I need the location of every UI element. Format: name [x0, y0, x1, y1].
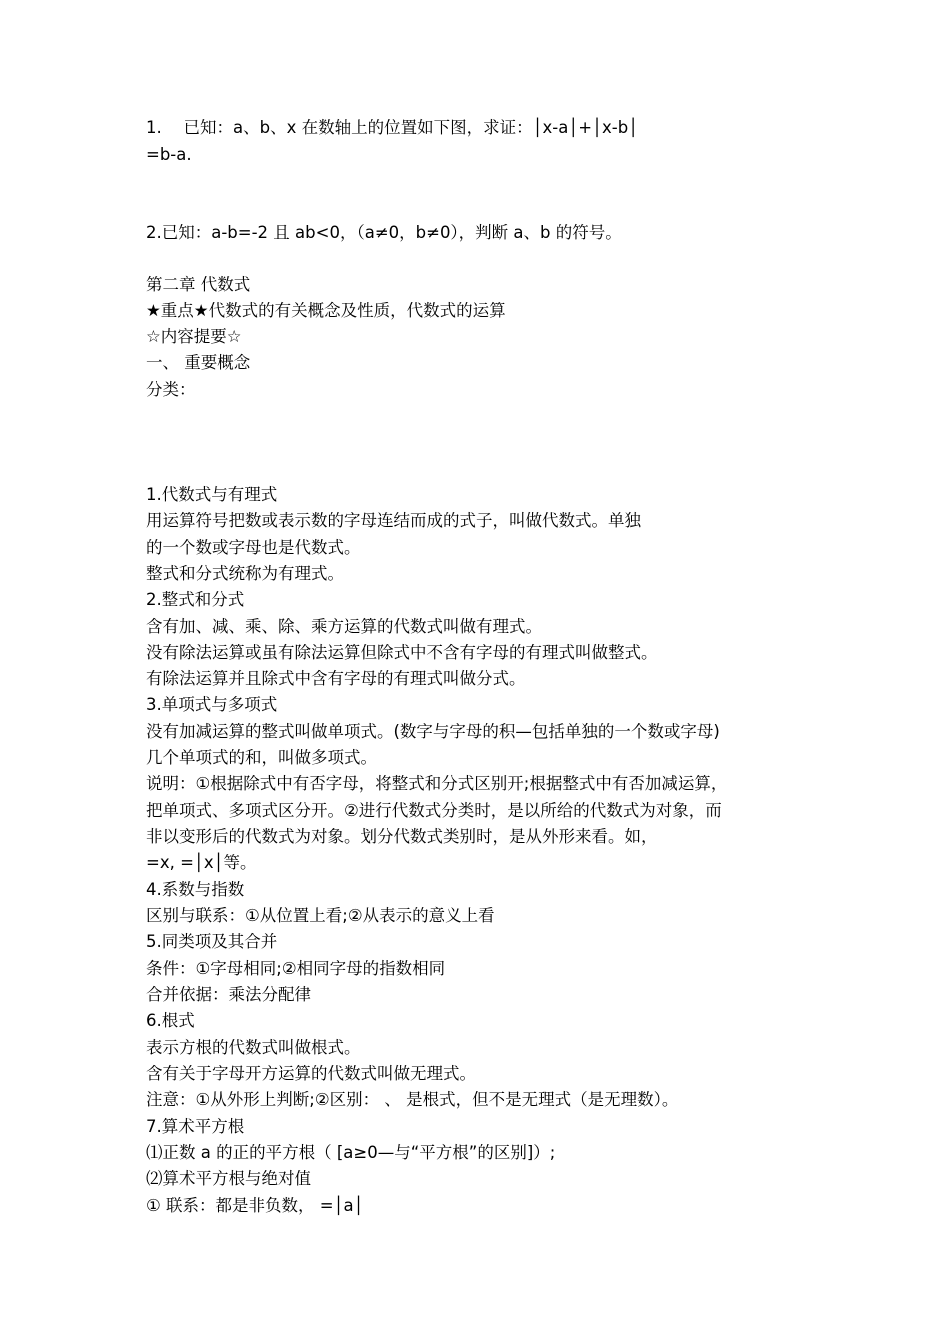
problem-1-line-2: =b-a. [146, 145, 192, 164]
content-summary-heading: ☆内容提要☆ [146, 327, 242, 346]
paragraph-line: 整式和分式统称为有理式。 [146, 564, 344, 583]
note-line: =x, =│x│等。 [146, 853, 257, 872]
chapter-title: 第二章 代数式 [146, 275, 251, 294]
paragraph-line: 的一个数或字母也是代数式。 [146, 538, 361, 557]
paragraph-line: ① 联系：都是非负数， =│a│ [146, 1196, 364, 1215]
paragraph-line: 含有加、减、乘、除、乘方运算的代数式叫做有理式。 [146, 617, 542, 636]
subheading-6: 6.根式 [146, 1011, 195, 1030]
subheading-2: 2.整式和分式 [146, 590, 245, 609]
key-points: ★重点★代数式的有关概念及性质，代数式的运算 [146, 301, 506, 320]
problem-2: 2.已知：a-b=-2 且 ab<0，（a≠0，b≠0），判断 a、b 的符号。 [146, 223, 622, 242]
paragraph-line: ⑴正数 a 的正的平方根（ [a≥0—与“平方根”的区别]）; [146, 1143, 556, 1162]
paragraph-line: ⑵算术平方根与绝对值 [146, 1169, 311, 1188]
section-heading: 一、 重要概念 [146, 353, 251, 372]
paragraph-line: 有除法运算并且除式中含有字母的有理式叫做分式。 [146, 669, 526, 688]
paragraph-line: 表示方根的代数式叫做根式。 [146, 1038, 361, 1057]
subheading-5: 5.同类项及其合并 [146, 932, 278, 951]
paragraph-line: 条件：①字母相同;②相同字母的指数相同 [146, 959, 446, 978]
paragraph-line: 合并依据：乘法分配律 [146, 985, 311, 1004]
subheading-7: 7.算术平方根 [146, 1117, 245, 1136]
subheading-4: 4.系数与指数 [146, 880, 245, 899]
note-line: 非以变形后的代数式为对象。划分代数式类别时，是从外形来看。如， [146, 827, 658, 846]
subheading-1: 1.代数式与有理式 [146, 485, 278, 504]
note-line: 说明：①根据除式中有否字母，将整式和分式区别开;根据整式中有否加减运算， [146, 774, 728, 793]
subheading-3: 3.单项式与多项式 [146, 695, 278, 714]
paragraph-line: 没有加减运算的整式叫做单项式。(数字与字母的积—包括单独的一个数或字母) [146, 722, 720, 741]
problem-1-line-1: 1. 已知：a、b、x 在数轴上的位置如下图，求证：│x-a│+│x-b│ [146, 118, 639, 137]
paragraph-line: 用运算符号把数或表示数的字母连结而成的式子，叫做代数式。单独 [146, 511, 641, 530]
paragraph-line: 没有除法运算或虽有除法运算但除式中不含有字母的有理式叫做整式。 [146, 643, 658, 662]
paragraph-line: 区别与联系：①从位置上看;②从表示的意义上看 [146, 906, 495, 925]
classification-label: 分类： [146, 380, 196, 399]
paragraph-line: 几个单项式的和，叫做多项式。 [146, 748, 377, 767]
note-line: 把单项式、多项式区分开。②进行代数式分类时，是以所给的代数式为对象，而 [146, 801, 722, 820]
paragraph-line: 含有关于字母开方运算的代数式叫做无理式。 [146, 1064, 476, 1083]
paragraph-line: 注意：①从外形上判断;②区别： 、 是根式，但不是无理式（是无理数）。 [146, 1090, 679, 1109]
